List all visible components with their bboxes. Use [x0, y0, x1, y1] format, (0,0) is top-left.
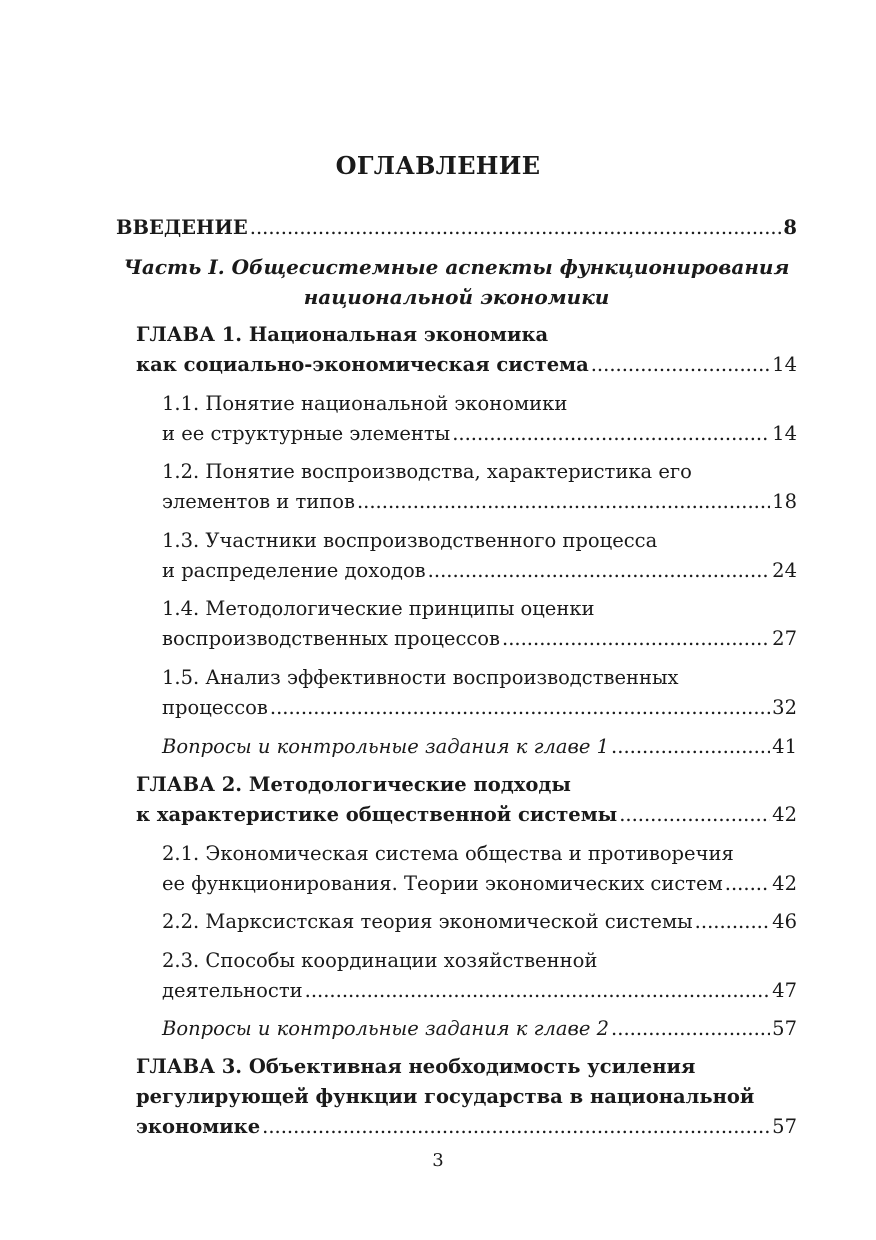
toc-page-number: 57 [772, 1017, 797, 1040]
part-heading [116, 252, 797, 312]
toc-entry-chapter-2[interactable] [136, 770, 797, 830]
toc-entry-section-2-3[interactable] [162, 946, 797, 1006]
toc-entry-text: Вопросы и контрольные задания к главе 1 [162, 735, 610, 758]
toc-entry-questions-chapter-1[interactable] [162, 732, 797, 762]
toc-page-number: 27 [772, 627, 797, 650]
toc-page-number: 46 [772, 910, 797, 933]
dot-leader [611, 1014, 770, 1044]
toc-entry-line: ГЛАВА 2. Методологические подходы [136, 773, 571, 796]
toc-entry-text: ВВЕДЕНИЕ [116, 216, 248, 239]
toc-entry-line: 1.1. Понятие национальной экономики [162, 392, 568, 415]
toc-entry-line: экономике [136, 1115, 261, 1138]
part-heading-line-1: Часть I. Общесистемные аспекты функционирования [123, 255, 790, 279]
dot-leader [452, 419, 770, 449]
toc-entry-introduction[interactable] [116, 213, 797, 243]
toc-entry-text: Вопросы и контрольные задания к главе 2 [162, 1017, 610, 1040]
toc-page-number: 32 [772, 696, 797, 719]
toc-entry-line: 2.3. Способы координации хозяйственной [162, 949, 598, 972]
toc-page-number: 8 [783, 216, 797, 239]
toc-entry-line: 2.1. Экономическая система общества и противоречия [162, 842, 734, 865]
toc-entry-line: ГЛАВА 1. Национальная экономика [136, 323, 549, 346]
toc-page-number: 41 [772, 735, 797, 758]
toc-entry-line: 1.4. Методологические принципы оценки [162, 597, 595, 620]
toc-page-number: 47 [772, 979, 797, 1002]
toc-entry-line: элементов и типов [162, 490, 355, 513]
toc-page-number: 42 [772, 803, 797, 826]
page-number: 3 [432, 1150, 444, 1171]
toc-entry-questions-chapter-2[interactable] [162, 1014, 797, 1044]
toc-entry-line: деятельности [162, 979, 303, 1002]
toc-page-number: 14 [772, 353, 797, 376]
dot-leader [502, 624, 770, 654]
toc-entry-section-1-5[interactable] [162, 663, 797, 723]
toc-entry-line: ее функционирования. Теории экономических систем [162, 872, 723, 895]
toc-entry-section-1-2[interactable] [162, 457, 797, 517]
toc-entry-section-2-1[interactable] [162, 839, 797, 899]
toc-entry-line: и распределение доходов [162, 559, 426, 582]
toc-entry-line: и ее структурные элементы [162, 422, 451, 445]
toc-entry-chapter-1[interactable] [136, 320, 797, 380]
dot-leader [250, 213, 782, 243]
dot-leader [262, 1112, 770, 1142]
dot-leader [725, 869, 770, 899]
toc-entry-section-1-4[interactable] [162, 594, 797, 654]
toc-entry-line: 1.3. Участники воспроизводственного процесса [162, 529, 658, 552]
page-title: ОГЛАВЛЕНИЕ [335, 151, 541, 180]
dot-leader [357, 487, 770, 517]
toc-entry-line: ГЛАВА 3. Объективная необходимость усиления [136, 1055, 696, 1078]
toc-entry-section-2-2[interactable] [162, 907, 797, 937]
dot-leader [611, 732, 770, 762]
toc-entry-text: 2.2. Марксистская теория экономической системы [162, 910, 693, 933]
toc-entry-line: 1.2. Понятие воспроизводства, характеристика его [162, 460, 692, 483]
dot-leader [695, 907, 771, 937]
toc-entry-line: к характеристике общественной системы [136, 803, 618, 826]
toc-entry-line: воспроизводственных процессов [162, 627, 501, 650]
dot-leader [428, 556, 771, 586]
toc-page-number: 18 [772, 490, 797, 513]
toc-entry-line: регулирующей функции государства в национальной [136, 1085, 755, 1108]
dot-leader [305, 976, 771, 1006]
toc-page-number: 42 [772, 872, 797, 895]
toc-entry-chapter-3[interactable] [136, 1052, 797, 1142]
dot-leader [270, 693, 770, 723]
toc-entry-line: как социально-экономическая система [136, 353, 589, 376]
dot-leader [619, 800, 770, 830]
toc-entry-line: 1.5. Анализ эффективности воспроизводственных [162, 666, 679, 689]
toc-entry-section-1-1[interactable] [162, 389, 797, 449]
dot-leader [591, 350, 770, 380]
toc-entry-section-1-3[interactable] [162, 526, 797, 586]
toc-page-number: 24 [772, 559, 797, 582]
part-heading-line-2: национальной экономики [303, 285, 610, 309]
toc-entry-line: процессов [162, 696, 268, 719]
toc-page-number: 57 [772, 1115, 797, 1138]
toc-page-number: 14 [772, 422, 797, 445]
